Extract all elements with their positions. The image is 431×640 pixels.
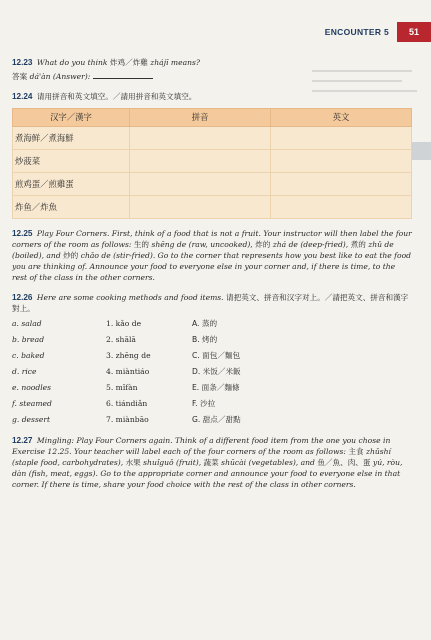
hanzi-term: A. 蒸的 (192, 319, 218, 328)
hanzi-term: 生的 (133, 240, 150, 249)
english-term: c. baked (12, 351, 45, 360)
english-term: a. salad (12, 319, 42, 328)
list-item (12, 414, 412, 426)
hanzi-term: 蔬菜 (203, 458, 219, 467)
hanzi-term: F. 沙拉 (192, 399, 216, 408)
table-header-row (13, 109, 412, 127)
body-text: shēng de (raw, uncooked), (149, 240, 256, 249)
exercise-text: Here are some cooking methods and food items. (36, 293, 227, 302)
hanzi-term: 水果 (125, 458, 141, 467)
pinyin-term: 3. zhēng de (106, 351, 151, 360)
list-item (12, 318, 412, 330)
exercise-12-23 (12, 57, 412, 68)
list-item (12, 350, 412, 362)
body-text: chǎo de (stir-fried). Go to the corner that represents how you best like to eat the food you are thinking of. Announce your food to everyone else in your corner and, if there is time, to the rest of the class in the other corners. (12, 251, 411, 282)
english-cell[interactable] (271, 173, 412, 196)
exercise-number: 12.23 (12, 58, 33, 67)
body-text: Mingling: Play Four Corners again. Think of a different food item from the one you chose in Exercise 12.25. Your teacher will label each of the four corners of the room as follows: (12, 436, 391, 456)
hanzi-term: D. 米饭／米飯 (192, 367, 241, 376)
hanzi-term: 煮的 (350, 240, 366, 249)
page-number: 51 (397, 22, 431, 42)
exercise-number: 12.26 (12, 293, 33, 302)
pinyin-term: 4. miàntiáo (106, 367, 150, 376)
matching-list (12, 318, 412, 430)
exercise-number: 12.27 (12, 436, 33, 445)
body-text: yú, ròu, dàn (fish, meat, eggs). Go to the appropriate corner and announce your food to everyone else in that corner. If there is time, share your food choice with the rest of the class in other corners. (12, 458, 403, 489)
english-cell[interactable] (271, 150, 412, 173)
question-hanzi: 炸鸡／炸雞 (109, 58, 148, 67)
english-term: b. bread (12, 335, 45, 344)
row-hanzi: 炸鱼／炸魚 (13, 196, 130, 219)
list-item (12, 382, 412, 394)
english-term: g. dessert (12, 415, 51, 424)
pinyin-cell[interactable] (130, 150, 271, 173)
question-text: What do you think (36, 58, 110, 67)
header-hanzi: 汉字／漢字 (13, 109, 130, 127)
body-text: zhǔ de (boiled), and (12, 240, 394, 260)
header-pinyin: 拼音 (130, 109, 271, 127)
list-item (12, 334, 412, 346)
answer-label: dá'àn (Answer): (27, 72, 93, 81)
exercise-12-26 (12, 292, 412, 314)
hanzi-term: E. 面条／麵條 (192, 383, 240, 392)
row-hanzi: 煎鸡蛋／煎雞蛋 (13, 173, 130, 196)
table-row (13, 150, 412, 173)
hanzi-term: B. 烤的 (192, 335, 218, 344)
exercise-12-27 (12, 435, 412, 490)
pinyin-cell[interactable] (130, 173, 271, 196)
question-pinyin: zhájī (147, 58, 169, 67)
pinyin-term: 2. shālā (106, 335, 136, 344)
body-text: zhǔshí (staple food, carbohydrates), (12, 447, 391, 467)
pinyin-term: 1. kǎo de (106, 319, 142, 328)
list-item (12, 398, 412, 410)
body-text: Play Four Corners. First, think of a food that is not a fruit. Your instructor will then label the four corners of the room as follows: (12, 229, 412, 249)
exercise-12-25 (12, 228, 412, 283)
hanzi-term: 炸的 (255, 240, 271, 249)
row-hanzi: 煮海鲜／煮海鮮 (13, 127, 130, 150)
exercise-instruction: 请把英文、拼音和汉字对上。／請把英文、拼音和漢字對上。 (12, 293, 409, 313)
exercise-12-24 (12, 91, 412, 102)
answer-blank[interactable] (93, 71, 153, 79)
table-row (13, 127, 412, 150)
table-row (13, 196, 412, 219)
exercise-number: 12.25 (12, 229, 33, 238)
exercise-body (12, 229, 412, 282)
hanzi-term: G. 甜点／甜點 (192, 415, 241, 424)
english-cell[interactable] (271, 196, 412, 219)
pinyin-term: 7. miànbāo (106, 415, 149, 424)
hanzi-term: 鱼／魚、肉、蛋 (317, 458, 371, 467)
exercise-body (12, 436, 402, 489)
english-term: e. noodles (12, 383, 52, 392)
pinyin-cell[interactable] (130, 127, 271, 150)
pinyin-term: 5. mǐfàn (106, 383, 138, 392)
pinyin-term: 6. tiándiǎn (106, 399, 148, 408)
body-text: shuǐguǒ (fruit), (140, 458, 204, 467)
answer-line (12, 71, 412, 82)
hanzi-term: C. 面包／麵包 (192, 351, 241, 360)
pinyin-cell[interactable] (130, 196, 271, 219)
page-content (12, 57, 412, 490)
body-text: shūcài (vegetables), and (218, 458, 318, 467)
english-term: d. rice (12, 367, 37, 376)
body-text: zhá de (deep-fried), (270, 240, 351, 249)
answer-hanzi: 答案 (12, 72, 28, 81)
chapter-title: ENCOUNTER 5 (324, 27, 389, 37)
exercise-instruction: 请用拼音和英文填空。／請用拼音和英文填空。 (36, 92, 197, 101)
header-english: 英文 (271, 109, 412, 127)
exercise-number: 12.24 (12, 92, 33, 101)
hanzi-term: 主食 (348, 447, 364, 456)
fill-in-table (12, 108, 412, 219)
hanzi-term: 炒的 (63, 251, 79, 260)
row-hanzi: 炒菠菜 (13, 150, 130, 173)
list-item (12, 366, 412, 378)
english-term: f. steamed (12, 399, 52, 408)
question-end: means? (168, 58, 200, 67)
table-row (13, 173, 412, 196)
page-header (317, 22, 431, 42)
english-cell[interactable] (271, 127, 412, 150)
